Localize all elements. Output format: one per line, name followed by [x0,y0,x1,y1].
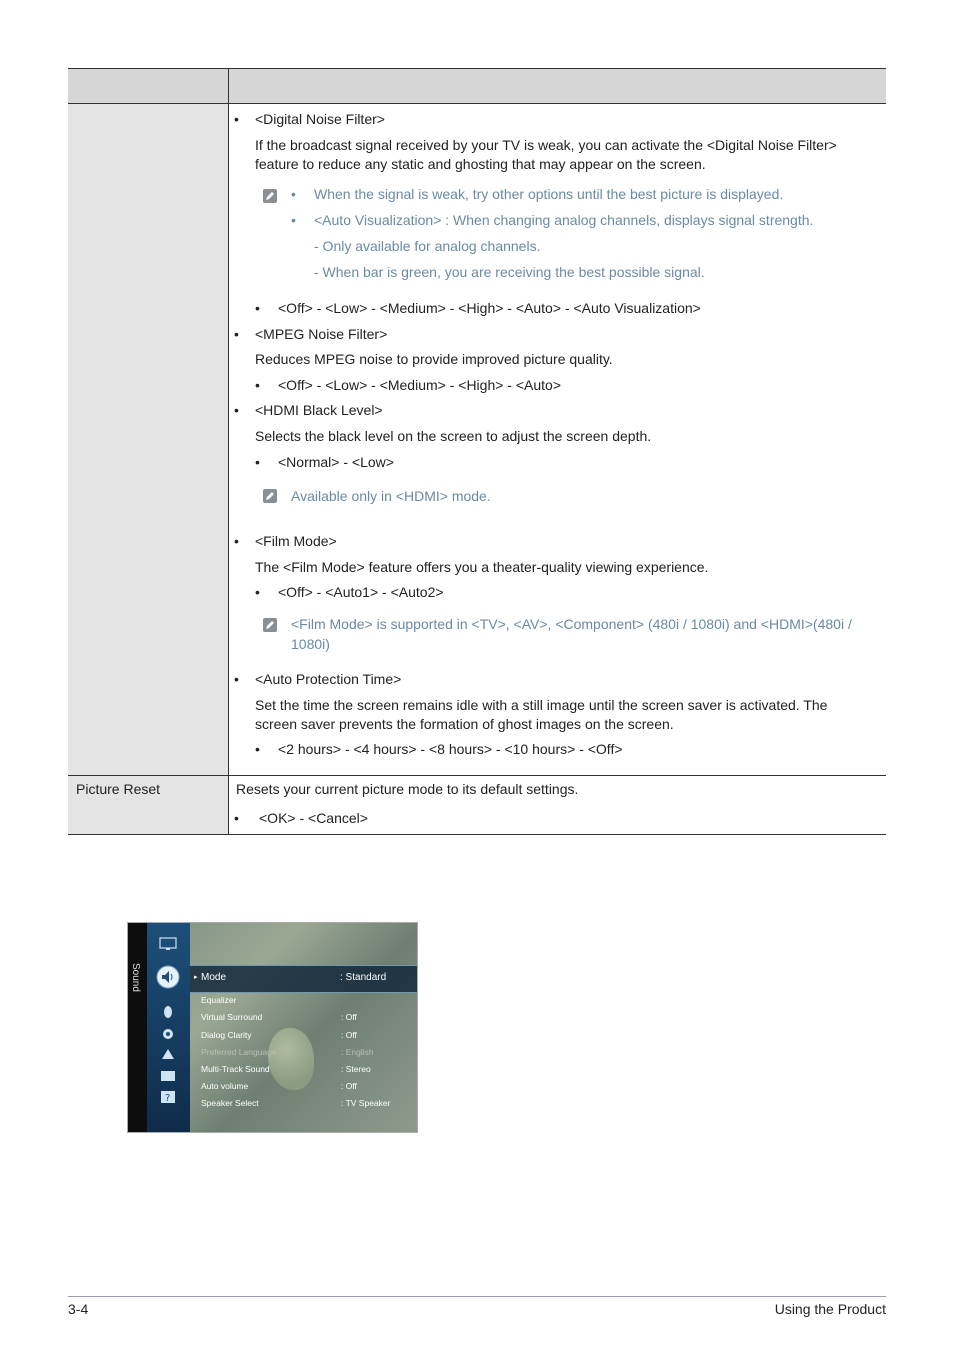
setup-icon[interactable] [159,1027,177,1041]
row-label-cell [68,104,229,776]
background-leaf [268,1028,314,1090]
option-values: • <OK> - <Cancel> [229,809,886,828]
option-title: • <HDMI Black Level> [229,401,886,420]
table-row [68,776,886,835]
note-block [229,614,886,654]
row-desc: Resets your current picture mode to its default settings. [236,781,579,797]
note-bullet: • When the signal is weak, try other options until the best picture is displayed. [229,181,886,207]
tv-sound-menu [127,922,418,1133]
menu-item-label: Speaker Select [201,1098,259,1108]
category-label: Sound [130,963,141,992]
note-block [229,486,886,506]
selected-menu-item[interactable] [190,965,418,993]
option-desc: Selects the black level on the screen to adjust the screen depth. [255,428,652,444]
menu-item-label: Mode [201,972,227,983]
option-values: • <Off> - <Low> - <Medium> - <High> - <Auto> [229,376,886,395]
row-label: Picture Reset [76,781,161,797]
menu-item-value: : TV Speaker [341,1098,391,1108]
page-number: 3-4 [68,1301,89,1317]
note-sub: - Only available for analog channels. [314,238,541,254]
menu-item-value: : Stereo [341,1064,371,1074]
menu-icon-column [147,923,190,1132]
option-title: • <Auto Protection Time> [229,670,886,689]
menu-item-label: Preferred Language [201,1047,277,1057]
menu-item-label: Dialog Clarity [201,1030,252,1040]
note-block [229,181,886,285]
settings-table [68,68,886,835]
option-title: • <MPEG Noise Filter> [229,325,886,344]
menu-item-value: : Standard [340,972,387,983]
menu-item-value: : Off [341,1030,357,1040]
category-bar [128,923,147,1132]
table-row [68,104,886,776]
table-header-row [68,69,886,104]
note-icon [263,489,277,503]
support-icon[interactable] [159,1090,177,1104]
note-text: <Film Mode> is supported in <TV>, <AV>, <Component> (480i / 1080i) and <HDMI>(480i / 1080i) [291,616,852,652]
section-title: Using the Product [774,1301,886,1317]
picture-icon[interactable] [159,937,177,951]
menu-item-label: Virtual Surround [201,1012,263,1022]
option-values: • <Normal> - <Low> [229,453,886,472]
header-cell-2 [229,69,887,104]
option-desc: The <Film Mode> feature offers you a theater-quality viewing experience. [255,559,709,575]
menu-item-label: Auto volume [201,1081,249,1091]
option-values: • <2 hours> - <4 hours> - <8 hours> - <10 hours> - <Off> [229,740,886,759]
menu-item-value: : English [341,1047,374,1057]
note-sub: - When bar is green, you are receiving the best possible signal. [314,264,705,280]
application-icon[interactable] [159,1069,177,1083]
option-title: • <Digital Noise Filter> [229,110,886,129]
input-icon[interactable] [159,1047,177,1061]
selected-arrow-icon: ▸ [194,974,198,981]
header-cell-1 [68,69,229,104]
note-bullet: • <Auto Visualization> : When changing analog channels, displays signal strength. [229,207,886,233]
row-content-cell [229,776,887,835]
menu-item-label: Equalizer [201,995,237,1005]
channel-icon[interactable] [159,1005,177,1019]
option-desc: Set the time the screen remains idle with a still image until the screen saver is activated. The screen saver prevents the formation of ghost images on the screen. [255,697,828,732]
option-title: • <Film Mode> [229,532,886,551]
option-desc: If the broadcast signal received by your TV is weak, you can activate the <Digital Noise Filter> feature to reduce any static and ghosting that may appear on the screen. [255,137,837,172]
menu-item-value: : Off [341,1012,357,1022]
option-desc: Reduces MPEG noise to provide improved picture quality. [255,351,613,367]
option-values: • <Off> - <Auto1> - <Auto2> [229,583,886,602]
option-values: • <Off> - <Low> - <Medium> - <High> - <Auto> - <Auto Visualization> [229,299,886,318]
svg-text:?: ? [165,1093,171,1104]
row-content-cell [229,104,887,776]
note-text: Available only in <HDMI> mode. [291,488,491,504]
note-icon [263,618,277,632]
footer-divider [68,1296,886,1297]
sound-icon[interactable] [156,965,180,989]
menu-item-value: : Off [341,1081,357,1091]
row-label-cell [68,776,229,835]
menu-item-label: Multi-Track Sound [201,1064,270,1074]
